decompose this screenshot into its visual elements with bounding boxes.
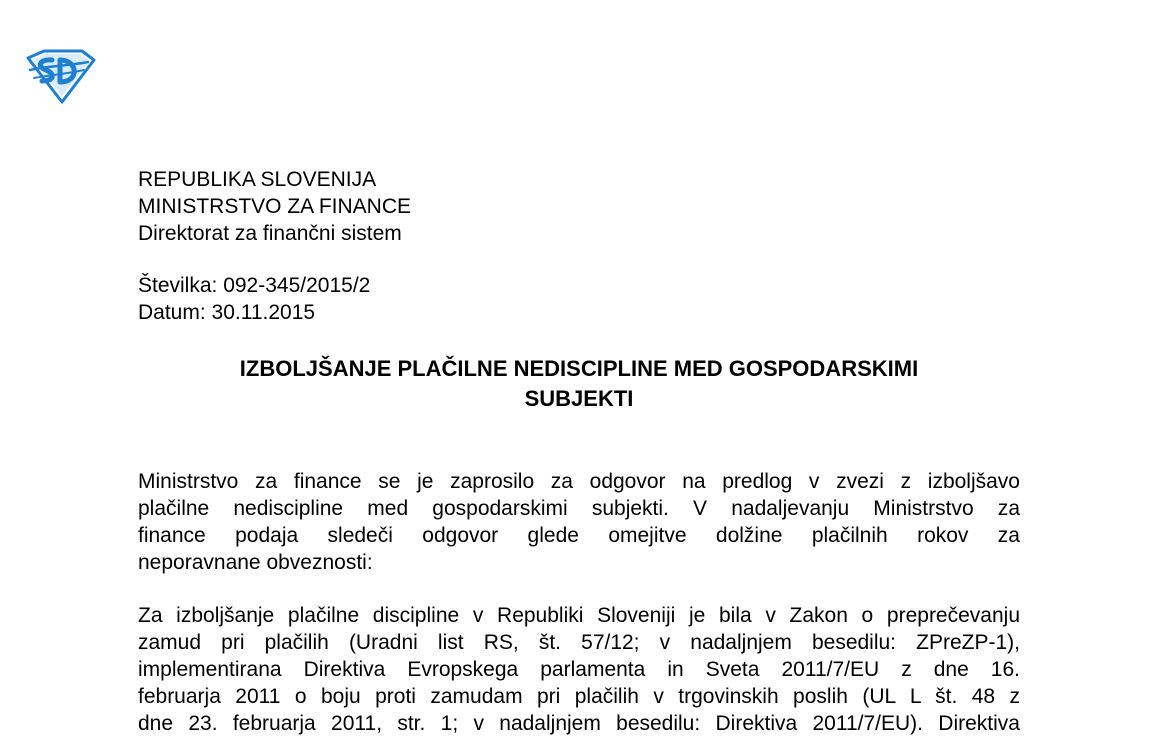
- document-date: Datum: 30.11.2015: [138, 301, 316, 324]
- paragraph-line: Za izboljšanje plačilne discipline v Republiki Sloveniji je bila v Zakon o preprečevanju: [138, 604, 1020, 627]
- paragraph-line: neporavnane obveznosti:: [138, 551, 373, 574]
- ministry-logo-icon: [22, 48, 96, 104]
- paragraph-line: finance podaja sledeči odgovor glede omejitve dolžine plačilnih rokov za: [138, 524, 1020, 547]
- header-ministry: MINISTRSTVO ZA FINANCE: [138, 195, 412, 218]
- paragraph-line: Ministrstvo za finance se je zaprosilo za odgovor na predlog v zvezi z izboljšavo: [138, 470, 1020, 493]
- document-title: [138, 354, 1020, 414]
- header-directorate: Direktorat za finančni sistem: [138, 222, 402, 245]
- body-paragraph: [138, 468, 1020, 576]
- paragraph-line: februarja 2011 o boju proti zamudam pri plačilih v trgovinskih poslih (UL L št. 48 z: [138, 685, 1020, 708]
- header-country: REPUBLIKA SLOVENIJA: [138, 168, 377, 191]
- document-number: Številka: 092-345/2015/2: [138, 274, 371, 297]
- paragraph-line: zamud pri plačilih (Uradni list RS, št. 57/12; v nadaljnjem besedilu: ZPreZP-1),: [138, 631, 1020, 654]
- paragraph-line: plačilne nediscipline med gospodarskimi subjekti. V nadaljevanju Ministrstvo za: [138, 497, 1020, 520]
- paragraph-line: dne 23. februarja 2011, str. 1; v nadaljnjem besedilu: Direktiva 2011/7/EU). Direktiva: [138, 712, 1020, 735]
- document-meta: [138, 272, 370, 326]
- issuer-header: [138, 166, 411, 247]
- paragraph-line: implementirana Direktiva Evropskega parlamenta in Sveta 2011/7/EU z dne 16.: [138, 658, 1020, 681]
- document-title-line: IZBOLJŠANJE PLAČILNE NEDISCIPLINE MED GOSPODARSKIMI: [239, 356, 919, 381]
- document-title-line: SUBJEKTI: [524, 386, 634, 411]
- body-paragraph: [138, 602, 1020, 737]
